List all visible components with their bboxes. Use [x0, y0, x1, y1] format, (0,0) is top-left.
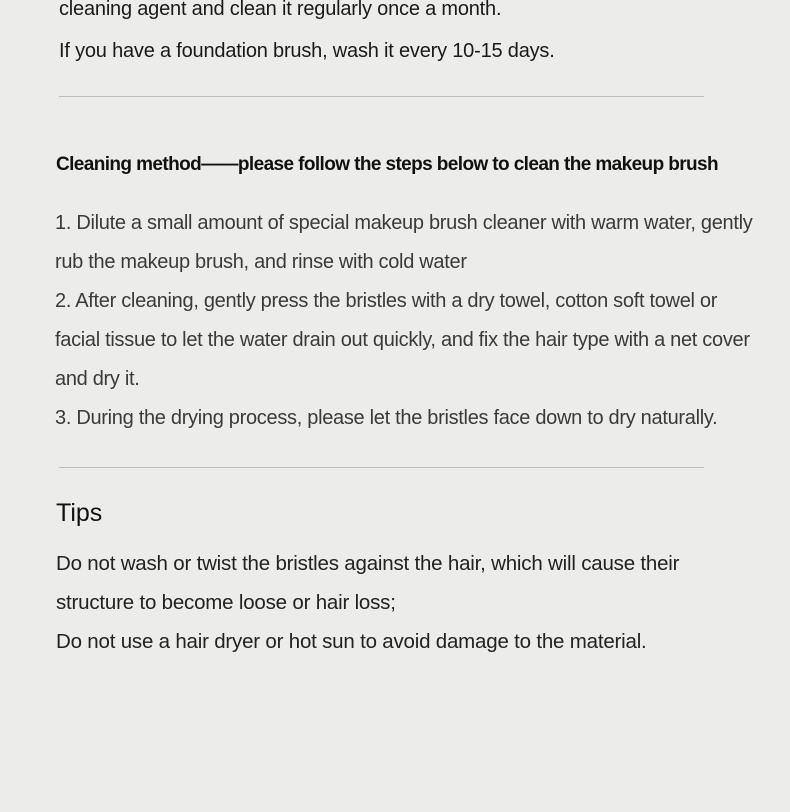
cleaning-step-1: 1. Dilute a small amount of special makeup brush cleaner with warm water, gently rub the makeup brush, and rinse with cold water — [55, 212, 753, 273]
tips-heading: Tips — [56, 499, 103, 527]
intro-line-2: If you have a foundation brush, wash it every 10-15 days. — [59, 40, 555, 62]
tip-item-1: Do not wash or twist the bristles against the hair, which will cause their structure to become loose or hair loss; — [56, 552, 680, 614]
cleaning-step-2: 2. After cleaning, gently press the bristles with a dry towel, cotton soft towel or facial tissue to let the water drain out quickly, and fix the hair type with a net cover and dry it. — [55, 290, 750, 390]
cleaning-method-heading: Cleaning method——please follow the steps below to clean the makeup brush — [56, 154, 719, 175]
divider-bottom — [59, 467, 704, 468]
cleaning-steps-list — [55, 204, 755, 438]
tips-list — [56, 544, 756, 661]
divider-top — [59, 96, 704, 97]
intro-line-1: cleaning agent and clean it regularly once a month. — [59, 0, 502, 20]
tip-item-2: Do not use a hair dryer or hot sun to avoid damage to the material. — [56, 630, 647, 653]
cleaning-step-3: 3. During the drying process, please let the bristles face down to dry naturally. — [55, 407, 718, 429]
